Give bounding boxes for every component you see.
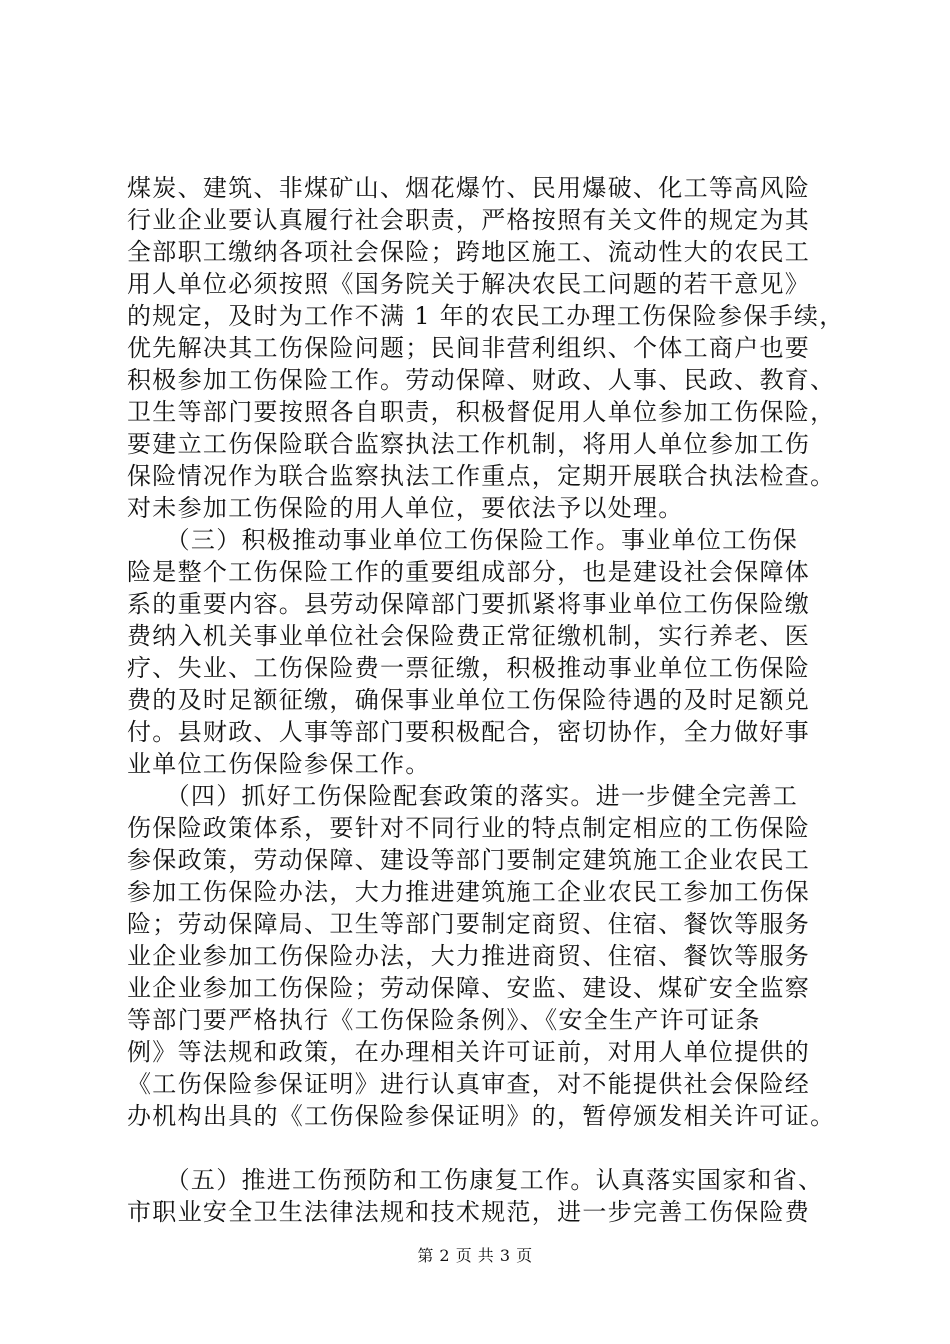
text-line: 费的及时足额征缴，确保事业单位工伤保险待遇的及时足额兑	[127, 686, 811, 714]
text-line: （五）推进工伤预防和工伤康复工作。认真落实国家和省、	[127, 1166, 824, 1194]
text-line: 业单位工伤保险参保工作。	[127, 750, 431, 778]
text-line: 付。县财政、人事等部门要积极配合，密切协作，全力做好事	[127, 718, 811, 746]
text-line: 险是整个工伤保险工作的重要组成部分，也是建设社会保障体	[127, 558, 811, 586]
page-number-footer: 第 2 页 共 3 页	[417, 1246, 533, 1265]
text-line: 对未参加工伤保险的用人单位，要依法予以处理。	[127, 494, 684, 522]
text-line: 疗、失业、工伤保险费一票征缴，积极推动事业单位工伤保险	[127, 654, 811, 682]
text-line: 保险情况作为联合监察执法工作重点，定期开展联合执法检查。	[127, 462, 836, 490]
text-line: 伤保险政策体系，要针对不同行业的特点制定相应的工伤保险	[127, 814, 811, 842]
text-line: 的规定，及时为工作不满 1 年的农民工办理工伤保险参保手续，	[127, 302, 845, 330]
text-line: 要建立工伤保险联合监察执法工作机制，将用人单位参加工伤	[127, 430, 811, 458]
text-line: 煤炭、建筑、非煤矿山、烟花爆竹、民用爆破、化工等高风险	[127, 174, 811, 202]
text-line: 积极参加工伤保险工作。劳动保障、财政、人事、民政、教育、	[127, 366, 836, 394]
blank-line	[127, 1132, 847, 1164]
text-line: 险；劳动保障局、卫生等部门要制定商贸、住宿、餐饮等服务	[127, 910, 811, 938]
text-line: 参保政策，劳动保障、建设等部门要制定建筑施工企业农民工	[127, 846, 811, 874]
document-body	[127, 172, 847, 1228]
text-line: 卫生等部门要按照各自职责，积极督促用人单位参加工伤保险，	[127, 398, 836, 426]
text-line: 等部门要严格执行《工伤保险条例》、《安全生产许可证条	[127, 1006, 761, 1034]
text-line: 办机构出具的《工伤保险参保证明》的，暂停颁发相关许可证。	[127, 1102, 836, 1130]
text-line: （三）积极推动事业单位工伤保险工作。事业单位工伤保	[127, 526, 799, 554]
text-line: 《工伤保险参保证明》进行认真审查，对不能提供社会保险经	[127, 1070, 811, 1098]
text-line: 全部职工缴纳各项社会保险；跨地区施工、流动性大的农民工	[127, 238, 811, 266]
text-line: 市职业安全卫生法律法规和技术规范，进一步完善工伤保险费	[127, 1198, 811, 1226]
text-line: 行业企业要认真履行社会职责，严格按照有关文件的规定为其	[127, 206, 811, 234]
text-line: 费纳入机关事业单位社会保险费正常征缴机制，实行养老、医	[127, 622, 811, 650]
text-line: （四）抓好工伤保险配套政策的落实。进一步健全完善工	[127, 782, 799, 810]
text-line: 业企业参加工伤保险；劳动保障、安监、建设、煤矿安全监察	[127, 974, 811, 1002]
text-line: 业企业参加工伤保险办法，大力推进商贸、住宿、餐饮等服务	[127, 942, 811, 970]
text-line: 例》等法规和政策，在办理相关许可证前，对用人单位提供的	[127, 1038, 811, 1066]
text-line: 参加工伤保险办法，大力推进建筑施工企业农民工参加工伤保	[127, 878, 811, 906]
text-line: 优先解决其工伤保险问题；民间非营利组织、个体工商户也要	[127, 334, 811, 362]
text-line: 系的重要内容。县劳动保障部门要抓紧将事业单位工伤保险缴	[127, 590, 811, 618]
text-line: 用人单位必须按照《国务院关于解决农民工问题的若干意见》	[127, 270, 811, 298]
